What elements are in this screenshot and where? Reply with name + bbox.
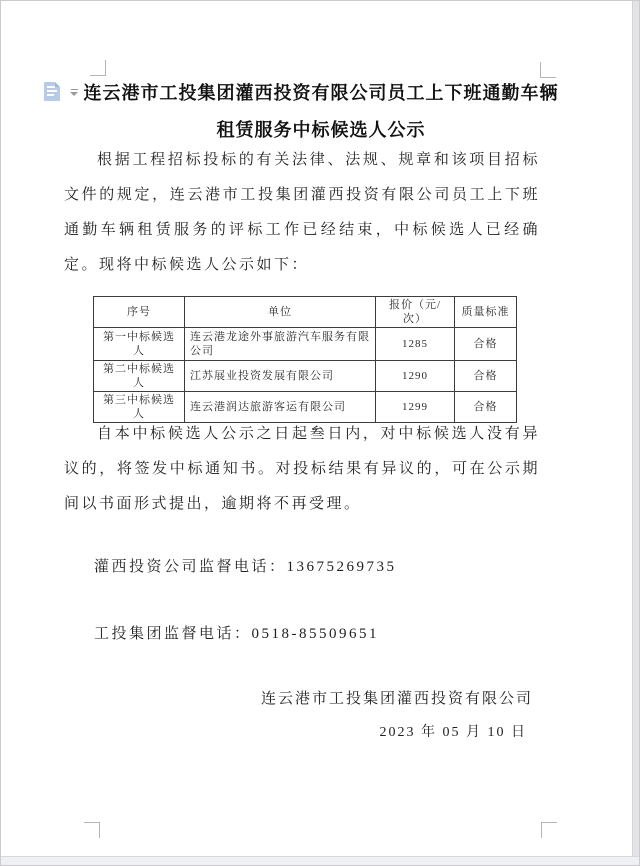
cell-rank: 第三中标候选人: [94, 392, 185, 423]
paragraph-objection-notice: 自本中标候选人公示之日起叁日内，对中标候选人没有异议的，将签发中标通知书。对投标结果有异议的，可在公示期间以书面形式提出，逾期将不再受理。: [64, 426, 540, 512]
document-title-line2: 租赁服务中标候选人公示: [216, 120, 426, 140]
cell-company: 连云港润达旅游客运有限公司: [185, 392, 376, 423]
supervision-phone-guanxi: 灌西投资公司监督电话：13675269735: [94, 559, 397, 575]
bid-candidates-table: [93, 296, 517, 423]
cell-rank: 第一中标候选人: [94, 328, 185, 361]
cell-rank: 第二中标候选人: [94, 361, 185, 392]
cell-price: 1285: [376, 328, 455, 361]
table-row: [94, 328, 517, 361]
cell-quality: 合格: [455, 361, 517, 392]
table-header-row: [94, 297, 517, 328]
signature-company-name: 连云港市工投集团灌西投资有限公司: [260, 691, 533, 707]
text-boundary-mark-top-left: [90, 60, 106, 76]
page-right-edge: [632, 1, 639, 865]
table-row: [94, 361, 517, 392]
document-date: 2023 年 05 月 10 日: [379, 725, 527, 740]
col-header-rank: 序号: [94, 297, 185, 328]
text-boundary-mark-bottom-left: [84, 822, 100, 838]
cell-quality: 合格: [455, 392, 517, 423]
page-fold-corner: [55, 82, 60, 87]
cell-price: 1290: [376, 361, 455, 392]
page-bottom-edge: [1, 856, 639, 865]
col-header-company: 单位: [185, 297, 376, 328]
document-title-line1: 连云港市工投集团灌西投资有限公司员工上下班通勤车辆: [83, 83, 559, 103]
paste-document-icon[interactable]: [44, 82, 60, 101]
col-header-quality: 质量标准: [455, 297, 517, 328]
cell-company: 江苏展业投资发展有限公司: [185, 361, 376, 392]
cell-company: 连云港龙途外事旅游汽车服务有限公司: [185, 328, 376, 361]
col-header-price: 报价（元/次）: [376, 297, 455, 328]
document-title: [61, 75, 581, 149]
cell-price: 1299: [376, 392, 455, 423]
cell-quality: 合格: [455, 328, 517, 361]
supervision-phone-gongtou: 工投集团监督电话：0518-85509651: [94, 626, 379, 642]
text-boundary-mark-bottom-right: [541, 822, 557, 838]
paragraph-intro: 根据工程招标投标的有关法律、法规、规章和该项目招标文件的规定，连云港市工投集团灌西投资有限公司员工上下班通勤车辆租赁服务的评标工作已经结束，中标候选人已经确定。现将中标候选人公示如下：: [64, 152, 540, 273]
